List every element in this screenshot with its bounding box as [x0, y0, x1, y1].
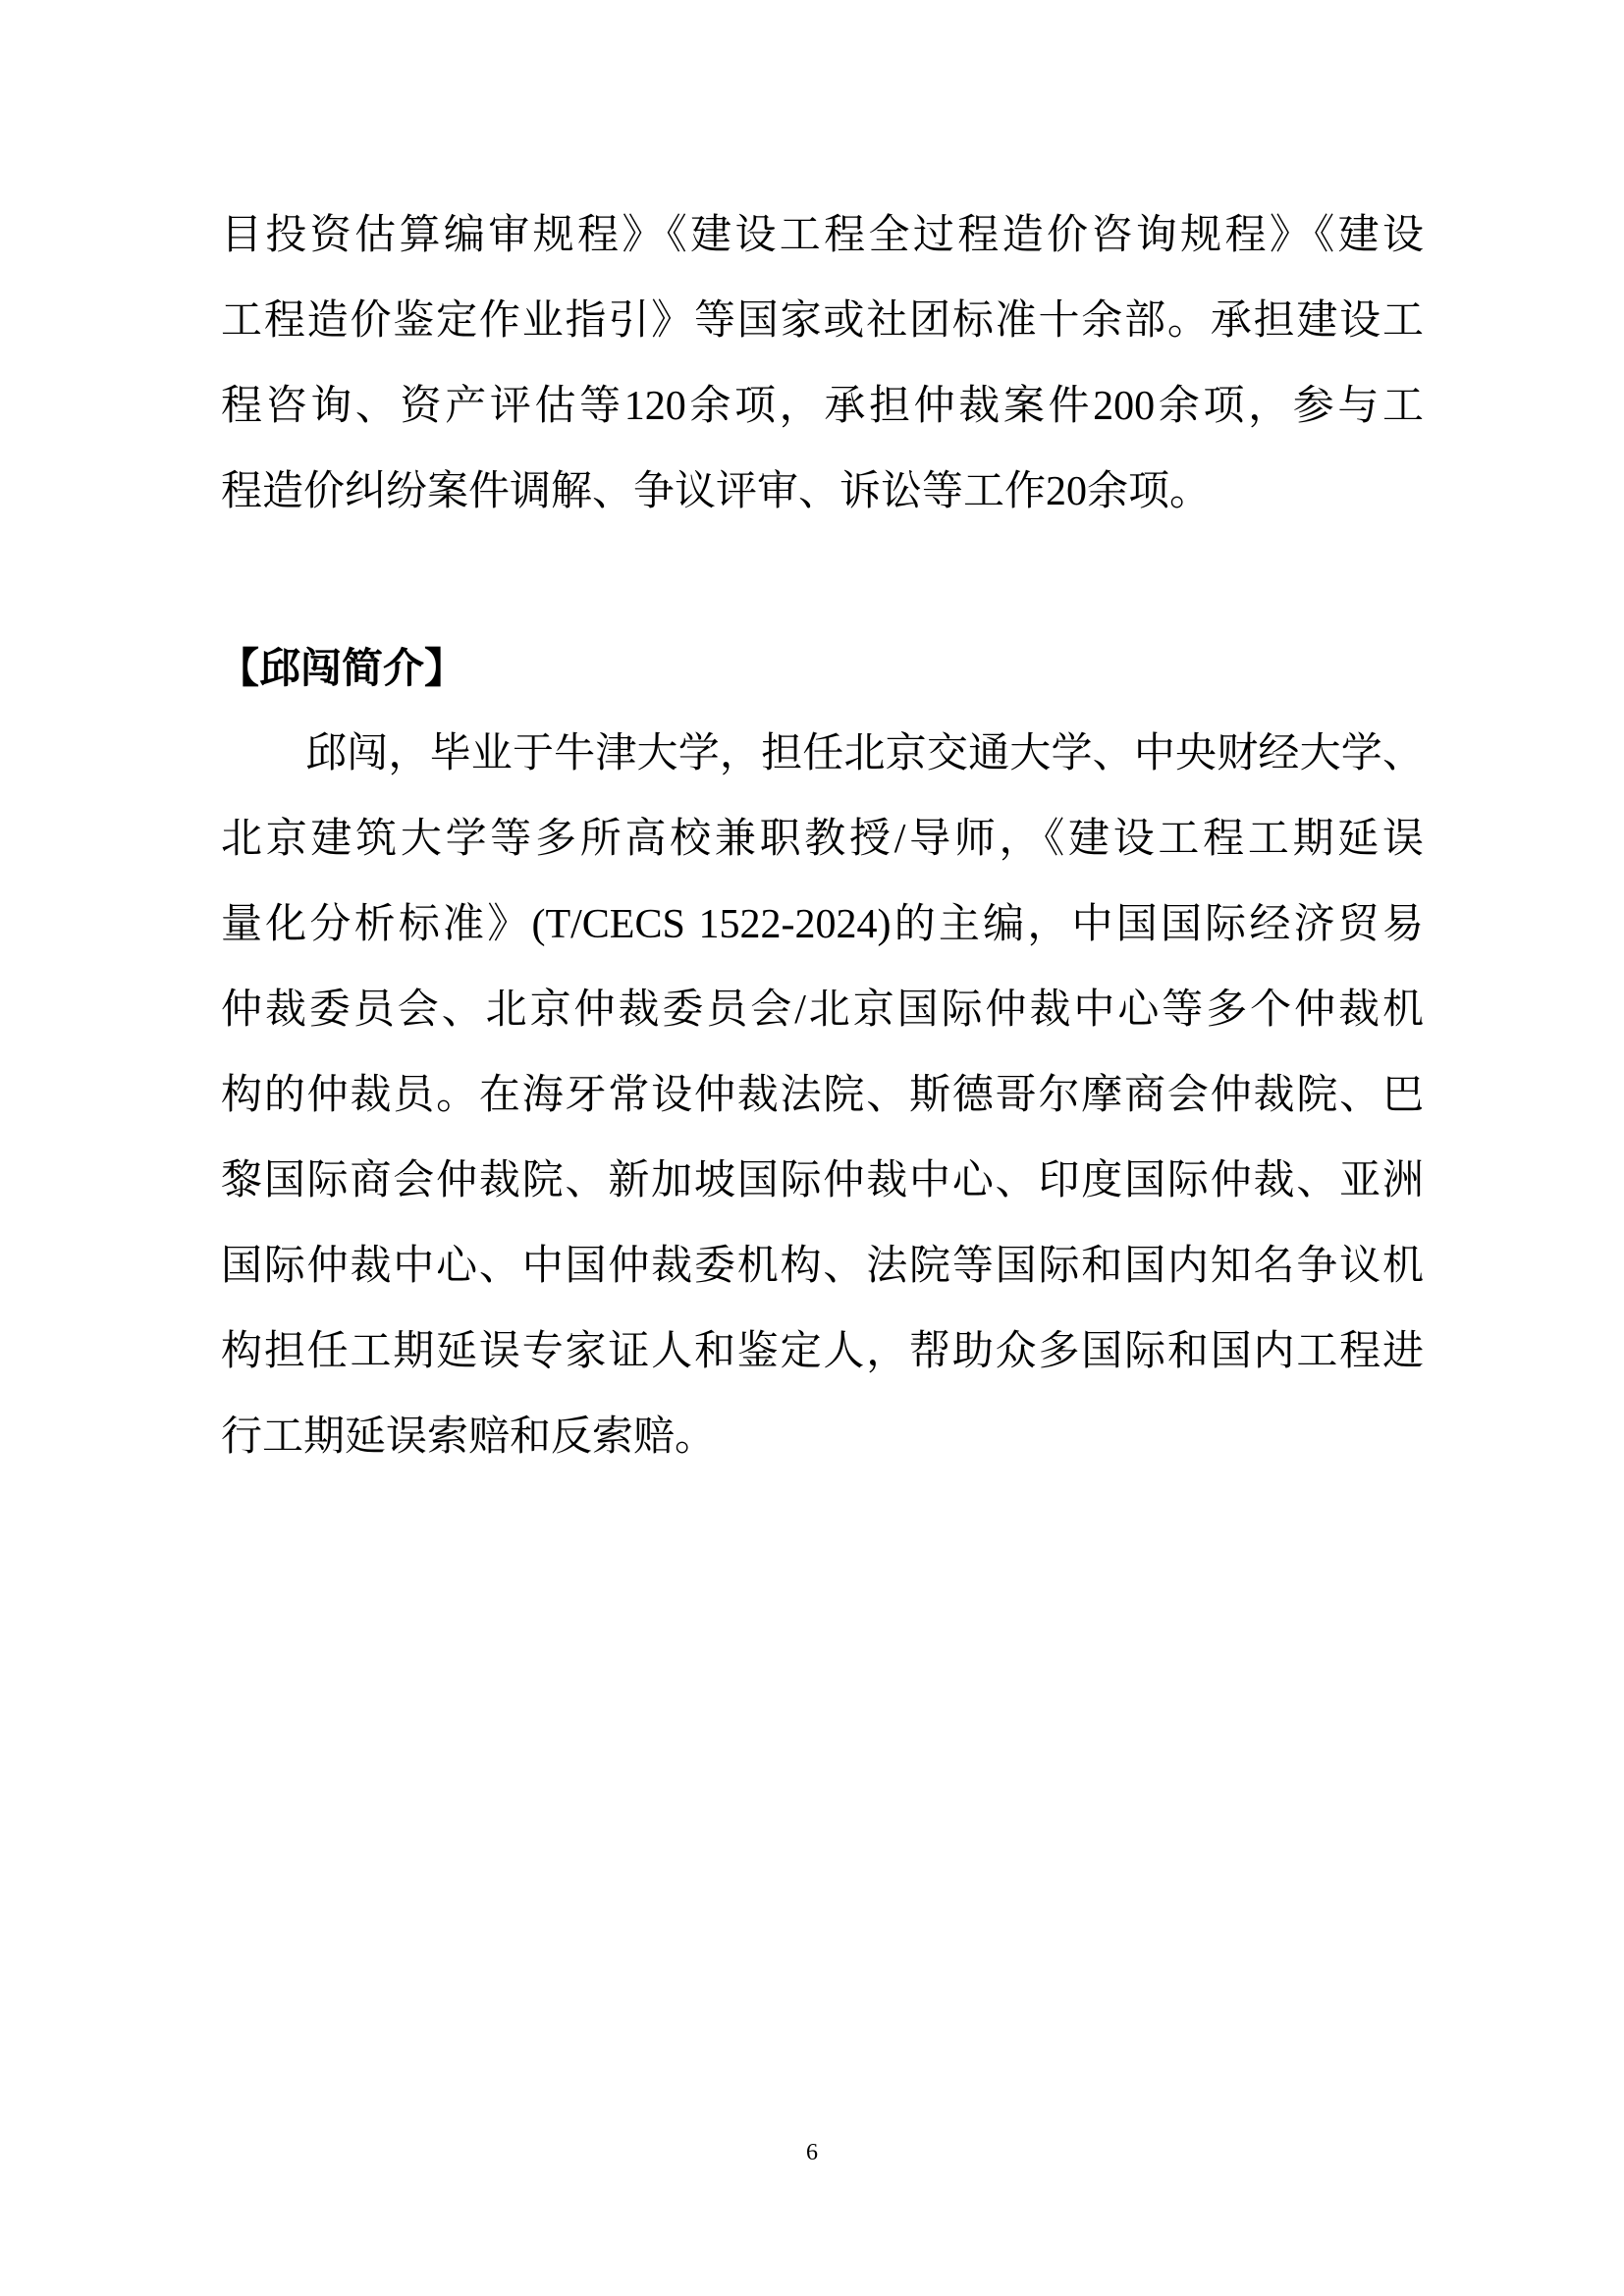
- text-line: 国际仲裁中心、中国仲裁委机构、法院等国际和国内知名争议机: [221, 1244, 1424, 1289]
- text-line: 构担任工期延误专家证人和鉴定人，帮助众多国际和国内工程进: [221, 1329, 1424, 1374]
- page-number: 6: [806, 2140, 818, 2165]
- text-line: 构的仲裁员。在海牙常设仲裁法院、斯德哥尔摩商会仲裁院、巴: [221, 1073, 1424, 1118]
- text-line: 北京建筑大学等多所高校兼职教授/导师，《建设工程工期延误: [221, 817, 1424, 862]
- text-line: 仲裁委员会、北京仲裁委员会/北京国际仲裁中心等多个仲裁机: [221, 988, 1424, 1033]
- section-heading: 【邱闯简介】: [218, 647, 466, 692]
- text-line: 工程造价鉴定作业指引》等国家或社团标准十余部。承担建设工: [221, 298, 1424, 344]
- text-line: 邱闯，毕业于牛津大学，担任北京交通大学、中央财经大学、: [305, 731, 1424, 776]
- text-line: 程咨询、资产评估等120余项，承担仲裁案件200余项，参与工: [221, 384, 1424, 429]
- paragraph-biography: [221, 712, 1424, 1480]
- text-line: 行工期延误索赔和反索赔。: [221, 1415, 717, 1460]
- text-line: 程造价纠纷案件调解、争议评审、诉讼等工作20余项。: [221, 469, 1212, 514]
- text-line: 黎国际商会仲裁院、新加坡国际仲裁中心、印度国际仲裁、亚洲: [221, 1158, 1424, 1203]
- paragraph-credentials: [221, 193, 1424, 535]
- text-line: 目投资估算编审规程》《建设工程全过程造价咨询规程》《建设: [221, 213, 1424, 258]
- text-line: 量化分析标准》(T/CECS 1522-2024)的主编，中国国际经济贸易: [221, 902, 1424, 947]
